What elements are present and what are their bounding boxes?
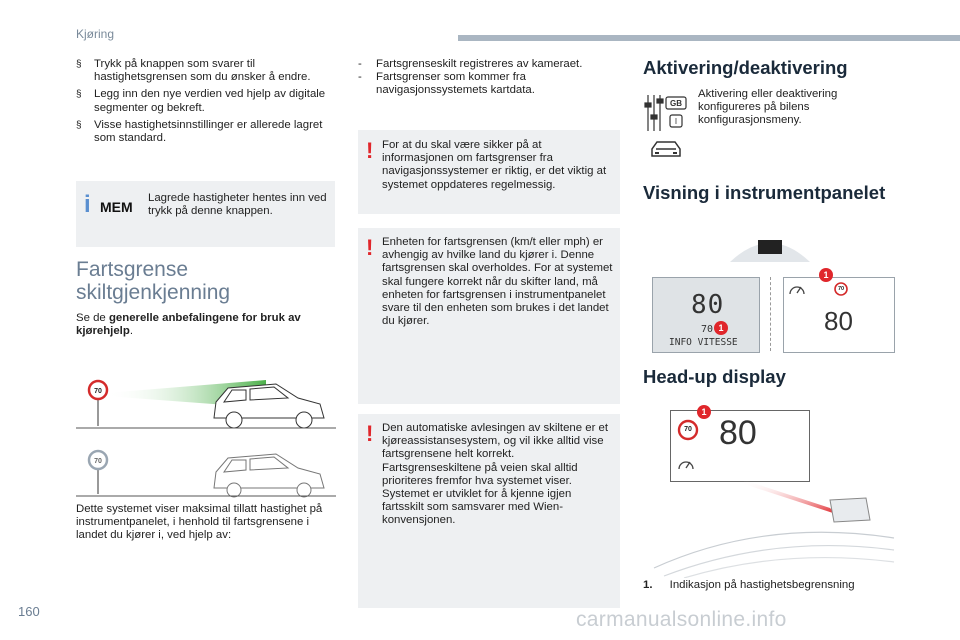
panel-speed-value: 80 bbox=[824, 306, 853, 336]
lcd-speed-value: 80 bbox=[691, 290, 725, 320]
info-icon: i bbox=[84, 191, 91, 218]
warning-icon: ! bbox=[366, 138, 374, 163]
divider bbox=[770, 277, 772, 351]
gb-label: GB bbox=[670, 99, 682, 108]
list-item-text: Trykk på knappen som svarer til hastighetsgrensen som du ønsker å endre. bbox=[94, 58, 311, 84]
car-icon bbox=[214, 454, 324, 497]
see-bold-link: generelle anbefalingene for bruk av kjørehjelp bbox=[76, 312, 301, 338]
bullet-marker: § bbox=[76, 59, 82, 70]
dash-marker: - bbox=[358, 58, 362, 70]
sign-value: 70 bbox=[684, 426, 692, 433]
list-item bbox=[76, 58, 338, 84]
section-title-instrument-panel: Visning i instrumentpanelet bbox=[643, 182, 886, 203]
list-item bbox=[358, 71, 620, 97]
list-item-text: Visse hastighetsinnstillinger er allerede lagret som standard. bbox=[94, 118, 323, 145]
warning-icon: ! bbox=[366, 421, 374, 446]
sign-value: 70 bbox=[94, 388, 102, 395]
page-number: 160 bbox=[18, 604, 40, 619]
activation-text: Aktivering eller deaktivering konfigureres på bilens konfigurasjonsmeny. bbox=[698, 88, 838, 127]
i-label: I bbox=[674, 117, 678, 126]
warning-text: Enheten for fartsgrensen (km/t eller mph) er avhengig av hvilke land du kjører i. Denne fartsgrensen skal overholdes. For at systemet skal fungere korrekt når du skifter land, må enheten for fartsgrensen i instrumentpanelet svare til den enheten som brukes i det landet du kjører. bbox=[382, 236, 613, 328]
see-prefix: Se de bbox=[76, 312, 109, 324]
callout-badge: 1 bbox=[697, 405, 711, 419]
see-recommendations bbox=[76, 312, 336, 338]
lcd-limit-value: 70 bbox=[701, 324, 714, 335]
info-box bbox=[76, 181, 335, 247]
callout-badge: 1 bbox=[819, 268, 833, 282]
hud-speed-value: 80 bbox=[719, 414, 757, 452]
list-item-text: Fartsgrenseskilt registreres av kameraet. bbox=[376, 58, 583, 70]
list-item bbox=[358, 58, 620, 71]
car-icon bbox=[214, 384, 324, 428]
instruction-list bbox=[76, 58, 338, 149]
list-item bbox=[76, 88, 338, 114]
section-title-hud: Head-up display bbox=[643, 366, 786, 387]
section-title-sign-recognition bbox=[76, 258, 230, 304]
list-item-text: Fartsgrenser som kommer fra navigasjonssystemets kartdata. bbox=[376, 71, 535, 97]
title-line: Fartsgrense bbox=[76, 258, 189, 281]
callout-badge: 1 bbox=[714, 321, 728, 335]
dash-marker: - bbox=[358, 71, 362, 84]
source-list bbox=[358, 58, 620, 98]
section-title-activation: Aktivering/deaktivering bbox=[643, 57, 848, 78]
header-bar bbox=[458, 35, 960, 41]
car-settings-icon bbox=[648, 138, 684, 160]
warning-text: For at du skal være sikker på at informasjonen om fartsgrenser fra navigasjonssystemer er riktig, er det viktig at systemet oppdateres regelmessig. bbox=[382, 139, 607, 191]
list-item-text: Legg inn den nye verdien ved hjelp av digitale segmenter og bekreft. bbox=[94, 88, 326, 114]
warning-box bbox=[358, 228, 620, 404]
legend-item bbox=[643, 579, 855, 592]
system-description: Dette systemet viser maksimal tillatt hastighet på instrumentpanelet, i henhold til fartsgrensene i landet du kjører i, ved hjelp av: bbox=[76, 503, 323, 542]
watermark: carmanualsonline.info bbox=[576, 608, 787, 631]
hud-screen-icon bbox=[830, 498, 870, 522]
bullet-marker: § bbox=[76, 119, 82, 131]
sign-recognition-illustration bbox=[76, 368, 336, 498]
title-line: skiltgjenkjenning bbox=[76, 281, 231, 304]
lcd-display bbox=[652, 277, 760, 353]
projection-beam bbox=[744, 480, 836, 514]
hud-display bbox=[670, 410, 810, 482]
warning-text: Den automatiske avlesingen av skiltene er et kjøreassistansesystem, og vil ikke alltid vise fartsgrensene helt korrekt. Fartsgrenseskiltene på veien skal alltid prioriteres fremfor hva systemet viser. Systemet er utviklet for å kjenne igjen fartsskilt som samsvarer med Wien-konvensjonen. bbox=[382, 422, 609, 527]
instrument-cluster-icon bbox=[728, 228, 812, 266]
see-suffix: . bbox=[129, 325, 133, 338]
list-item bbox=[76, 119, 338, 145]
sign-value: 70 bbox=[94, 458, 102, 465]
lcd-info-label: INFO VITESSE bbox=[669, 337, 738, 348]
sign-value: 70 bbox=[837, 286, 845, 292]
info-text: Lagrede hastigheter hentes inn ved trykk på denne knappen. bbox=[148, 192, 327, 218]
mem-button-icon: MEM bbox=[100, 199, 133, 215]
warning-box bbox=[358, 414, 620, 608]
warning-icon: ! bbox=[366, 235, 374, 260]
speedometer-icon bbox=[788, 282, 806, 296]
warning-box bbox=[358, 130, 620, 214]
speedometer-icon bbox=[677, 457, 695, 471]
legend-text: Indikasjon på hastighetsbegrensning bbox=[669, 579, 855, 591]
legend-number: 1. bbox=[643, 579, 653, 591]
settings-menu-icon bbox=[644, 93, 690, 133]
section-header: Kjøring bbox=[76, 27, 115, 41]
digital-panel-display bbox=[783, 277, 895, 353]
windshield-illustration bbox=[644, 478, 898, 578]
bullet-marker: § bbox=[76, 89, 82, 101]
